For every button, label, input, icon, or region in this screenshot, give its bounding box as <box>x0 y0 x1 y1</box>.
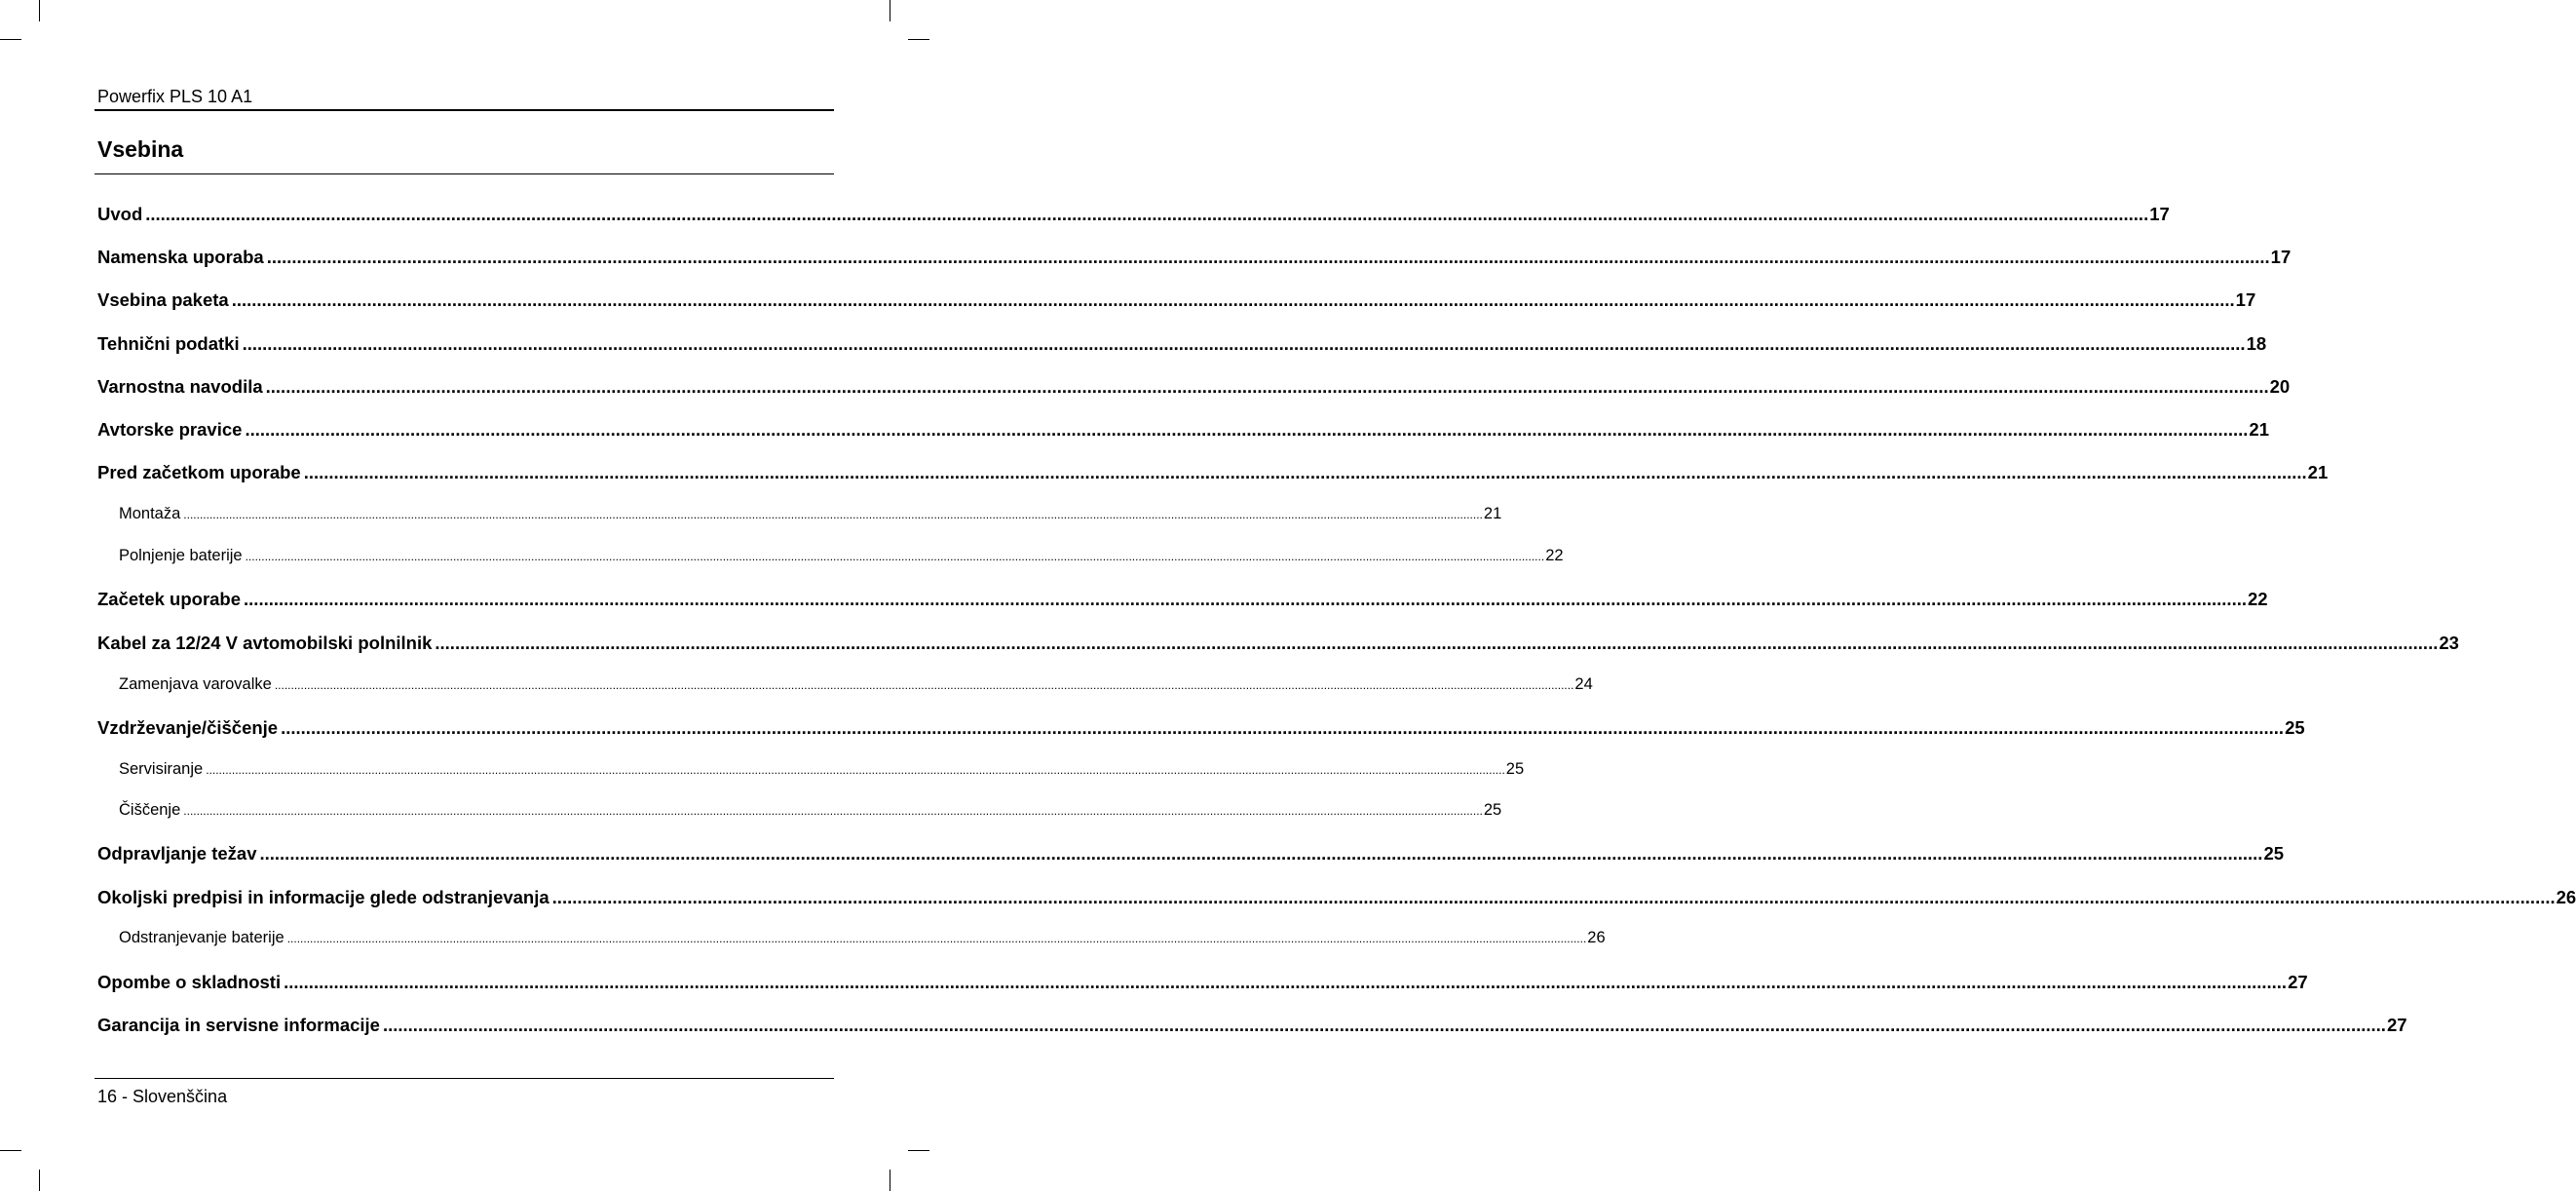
toc-subentry[interactable] <box>97 547 1564 570</box>
page-title: Vsebina <box>97 136 184 162</box>
toc-entry-page-number: 25 <box>2263 843 2285 864</box>
toc-entry-label: Avtorske pravice <box>97 419 243 440</box>
toc-entry-label: Odstranjevanje baterije <box>119 929 284 946</box>
toc-subentry[interactable] <box>97 760 1525 784</box>
toc-entry-page-number: 22 <box>2248 589 2268 609</box>
toc-entry-page-number: 23 <box>2439 633 2459 653</box>
toc-entry-page-number: 18 <box>2246 333 2267 354</box>
toc-subentry[interactable] <box>97 505 1502 528</box>
toc-leader-dots: ................................................................................................................................................................................................................................................................................................................................................................................................................ <box>274 678 1574 692</box>
toc-leader-dots: ................................................................................................................................................................................................................................................................................................................................................................................................................ <box>382 1015 2386 1035</box>
footer-rule <box>95 1078 834 1079</box>
toc-entry-label: Začetek uporabe <box>97 589 242 609</box>
toc-leader-dots: ................................................................................................................................................................................................................................................................................................................................................................................................................ <box>145 204 2149 224</box>
toc-entry-page-number: 17 <box>2235 289 2256 310</box>
crop-mark <box>908 39 929 40</box>
toc-leader-dots: ................................................................................................................................................................................................................................................................................................................................................................................................................ <box>242 333 2246 354</box>
toc-entry[interactable] <box>97 204 2170 229</box>
toc-entry-label: Čiščenje <box>119 801 181 819</box>
toc-entry[interactable] <box>97 333 2267 359</box>
toc-leader-dots: ................................................................................................................................................................................................................................................................................................................................................................................................................ <box>286 932 1587 945</box>
toc-entry[interactable] <box>97 247 2292 272</box>
toc-leader-dots: ................................................................................................................................................................................................................................................................................................................................................................................................................ <box>206 763 1505 777</box>
toc-leader-dots: ................................................................................................................................................................................................................................................................................................................................................................................................................ <box>245 550 1545 563</box>
toc-entry[interactable] <box>97 972 2308 997</box>
toc-leader-dots: ................................................................................................................................................................................................................................................................................................................................................................................................................ <box>231 289 2235 310</box>
toc-entry-page-number: 17 <box>2149 204 2170 224</box>
toc-subentry[interactable] <box>97 929 1606 952</box>
toc-leader-dots: ................................................................................................................................................................................................................................................................................................................................................................................................................ <box>266 247 2270 267</box>
toc-entry-page-number: 26 <box>1587 929 1606 946</box>
toc-entry-label: Zamenjava varovalke <box>119 675 272 693</box>
toc-entry-page-number: 27 <box>2386 1015 2407 1035</box>
toc-subentry[interactable] <box>97 675 1593 699</box>
toc-entry[interactable] <box>97 376 2291 402</box>
toc-leader-dots: ................................................................................................................................................................................................................................................................................................................................................................................................................ <box>284 972 2288 992</box>
crop-mark <box>0 39 21 40</box>
toc-entry[interactable] <box>97 419 2269 444</box>
crop-mark <box>39 1170 40 1191</box>
toc-entry[interactable] <box>97 717 2305 743</box>
crop-mark <box>39 0 40 21</box>
toc-entry-label: Vzdrževanje/čiščenje <box>97 717 279 738</box>
toc-entry-label: Kabel za 12/24 V avtomobilski polnilnik <box>97 633 433 653</box>
toc-entry-label: Okoljski predpisi in informacije glede odstranjevanja <box>97 887 549 907</box>
toc-entry[interactable] <box>97 589 2268 614</box>
toc-entry-label: Opombe o skladnosti <box>97 972 282 992</box>
toc-entry-page-number: 25 <box>1483 801 1502 819</box>
toc-entry-label: Montaža <box>119 505 181 522</box>
toc-entry-label: Servisiranje <box>119 760 204 778</box>
toc-entry-label: Tehnični podatki <box>97 333 240 354</box>
toc-leader-dots: ................................................................................................................................................................................................................................................................................................................................................................................................................ <box>265 376 2269 397</box>
page-header: Powerfix PLS 10 A1 <box>97 87 253 106</box>
toc-entry-label: Namenska uporaba <box>97 247 264 267</box>
toc-entry[interactable] <box>97 633 2459 658</box>
toc-entry-label: Vsebina paketa <box>97 289 229 310</box>
toc-entry[interactable] <box>97 1015 2407 1040</box>
toc-entry-label: Varnostna navodila <box>97 376 263 397</box>
toc-entry-page-number: 21 <box>2307 462 2329 482</box>
toc-leader-dots: ................................................................................................................................................................................................................................................................................................................................................................................................................ <box>183 508 1483 521</box>
toc-entry-label: Uvod <box>97 204 143 224</box>
toc-leader-dots: ................................................................................................................................................................................................................................................................................................................................................................................................................ <box>281 717 2285 738</box>
header-rule <box>95 109 834 111</box>
toc-leader-dots: ................................................................................................................................................................................................................................................................................................................................................................................................................ <box>244 589 2247 609</box>
toc-entry[interactable] <box>97 462 2329 487</box>
toc-entry-label: Polnjenje baterije <box>119 547 243 564</box>
toc-leader-dots: ................................................................................................................................................................................................................................................................................................................................................................................................................ <box>183 804 1483 818</box>
toc-entry-page-number: 26 <box>2556 887 2576 907</box>
toc-leader-dots: ................................................................................................................................................................................................................................................................................................................................................................................................................ <box>551 887 2556 907</box>
toc-entry-label: Garancija in servisne informacije <box>97 1015 380 1035</box>
toc-entry[interactable] <box>97 289 2256 315</box>
toc-leader-dots: ................................................................................................................................................................................................................................................................................................................................................................................................................ <box>245 419 2249 440</box>
toc-entry-page-number: 25 <box>1505 760 1525 778</box>
toc-entry[interactable] <box>97 887 2576 912</box>
toc-subentry[interactable] <box>97 801 1502 825</box>
toc-leader-dots: ................................................................................................................................................................................................................................................................................................................................................................................................................ <box>435 633 2439 653</box>
toc-entry-label: Odpravljanje težav <box>97 843 257 864</box>
toc-leader-dots: ................................................................................................................................................................................................................................................................................................................................................................................................................ <box>259 843 2263 864</box>
toc-entry-page-number: 25 <box>2285 717 2305 738</box>
crop-mark <box>908 1150 929 1151</box>
toc-entry-page-number: 20 <box>2269 376 2291 397</box>
page-footer: 16 - Slovenščina <box>97 1087 228 1106</box>
toc-entry-page-number: 21 <box>1483 505 1502 522</box>
toc-leader-dots: ................................................................................................................................................................................................................................................................................................................................................................................................................ <box>303 462 2307 482</box>
crop-mark <box>0 1150 21 1151</box>
toc-entry-page-number: 24 <box>1574 675 1593 693</box>
toc-entry-page-number: 27 <box>2288 972 2308 992</box>
toc-entry[interactable] <box>97 843 2285 868</box>
toc-entry-page-number: 22 <box>1545 547 1564 564</box>
toc-entry-page-number: 21 <box>2249 419 2269 440</box>
toc-entry-page-number: 17 <box>2270 247 2292 267</box>
toc-entry-label: Pred začetkom uporabe <box>97 462 301 482</box>
title-rule <box>95 173 834 174</box>
